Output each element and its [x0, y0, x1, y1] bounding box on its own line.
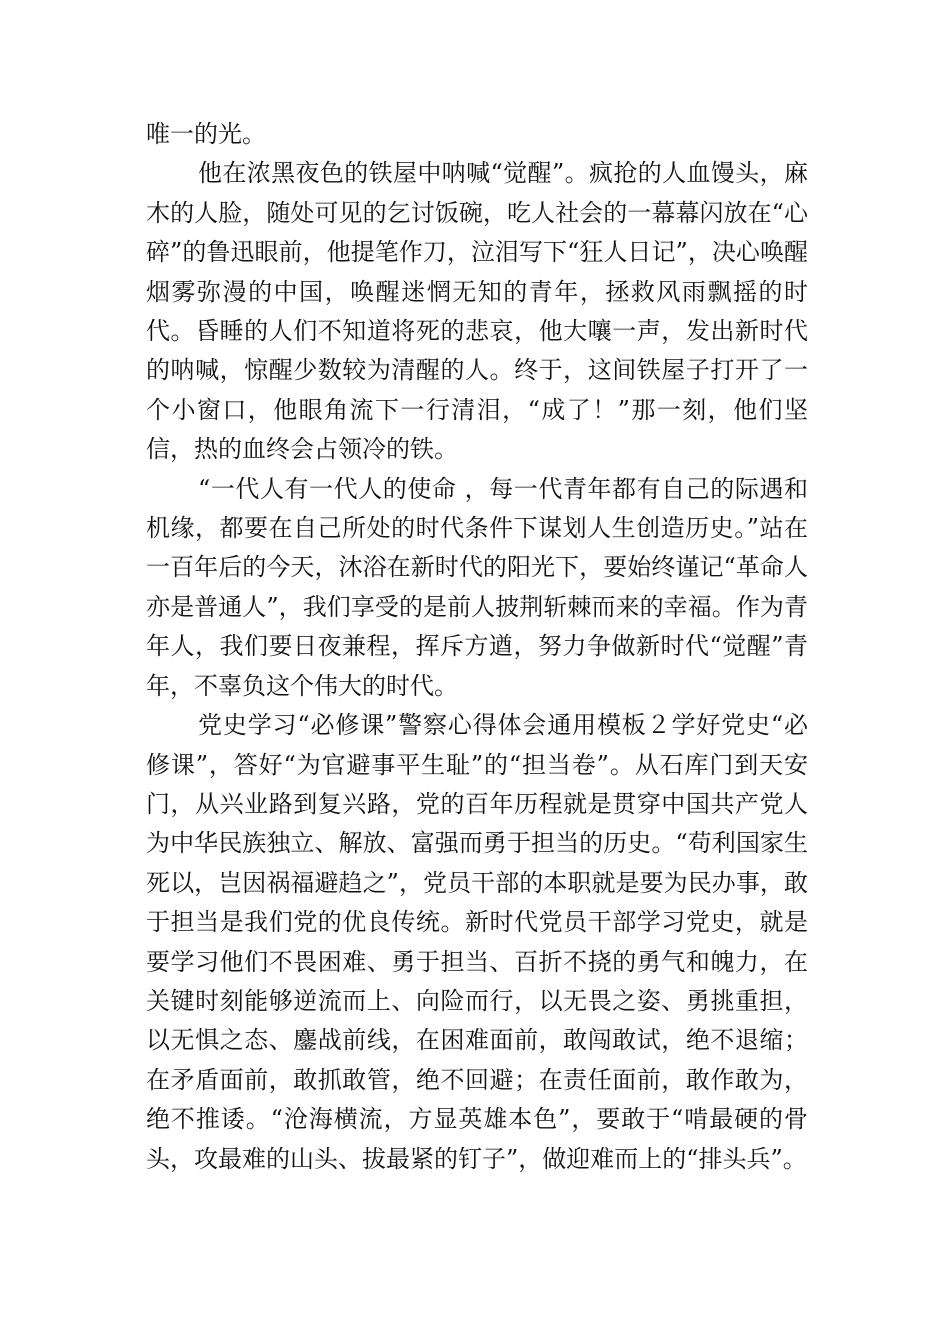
paragraph-continuation: 唯一的光。: [146, 120, 266, 148]
document-body: [146, 115, 808, 1179]
paragraph-party-history-course: 党史学习“必修课”警察心得体会通用模板２学好党史“必修课”，答好“为官避事平生耻”的“担当卷”。从石库门到天安门，从兴业路到复兴路，党的百年历程就是贯穿中国共产党人为中华民族独立、解放、富强而勇于担当的历史。“苟利国家生死以，岂因祸福避趋之”，党员干部的本职就是要为民办事，敢于担当是我们党的优良传统。新时代党员干部学习党史，就是要学习他们不畏困难、勇于担当、百折不挠的勇气和魄力，在关键时刻能够逆流而上、向险而行，以无畏之姿、勇挑重担，以无惧之态、鏖战前线，在困难面前，敢闯敢试，绝不退缩；在矛盾面前，敢抓敢管，绝不回避；在责任面前，敢作敢为，绝不推诿。“沧海横流，方显英雄本色”，要敢于“啃最硬的骨头，攻最难的山头、拔最紧的钉子”，做迎难而上的“排头兵”。: [146, 711, 808, 1173]
paragraph-generation-mission: “一代人有一代人的使命 ，每一代青年都有自己的际遇和机缘，都要在自己所处的时代条件下谋划人生创造历史。”站在一百年后的今天，沐浴在新时代的阳光下，要始终谨记“革命人亦是普通人”，我们享受的是前人披荆斩棘而来的幸福。作为青年人，我们要日夜兼程，挥斥方遒，努力争做新时代“觉醒”青年，不辜负这个伟大的时代。: [146, 474, 808, 700]
paragraph-lu-xun-awakening: 他在浓黑夜色的铁屋中呐喊“觉醒”。疯抢的人血馒头，麻木的人脸，随处可见的乞讨饭碗，吃人社会的一幕幕闪放在“心碎”的鲁迅眼前，他提笔作刀，泣泪写下“狂人日记”，决心唤醒烟雾弥漫的中国，唤醒迷惘无知的青年，拯救风雨飘摇的时代。昏睡的人们不知道将死的悲哀，他大嚷一声，发出新时代的呐喊，惊醒少数较为清醒的人。终于，这间铁屋子打开了一个小窗口，他眼角流下一行清泪，“成了！”那一刻，他们坚信，热的血终会占领冷的铁。: [146, 159, 808, 464]
